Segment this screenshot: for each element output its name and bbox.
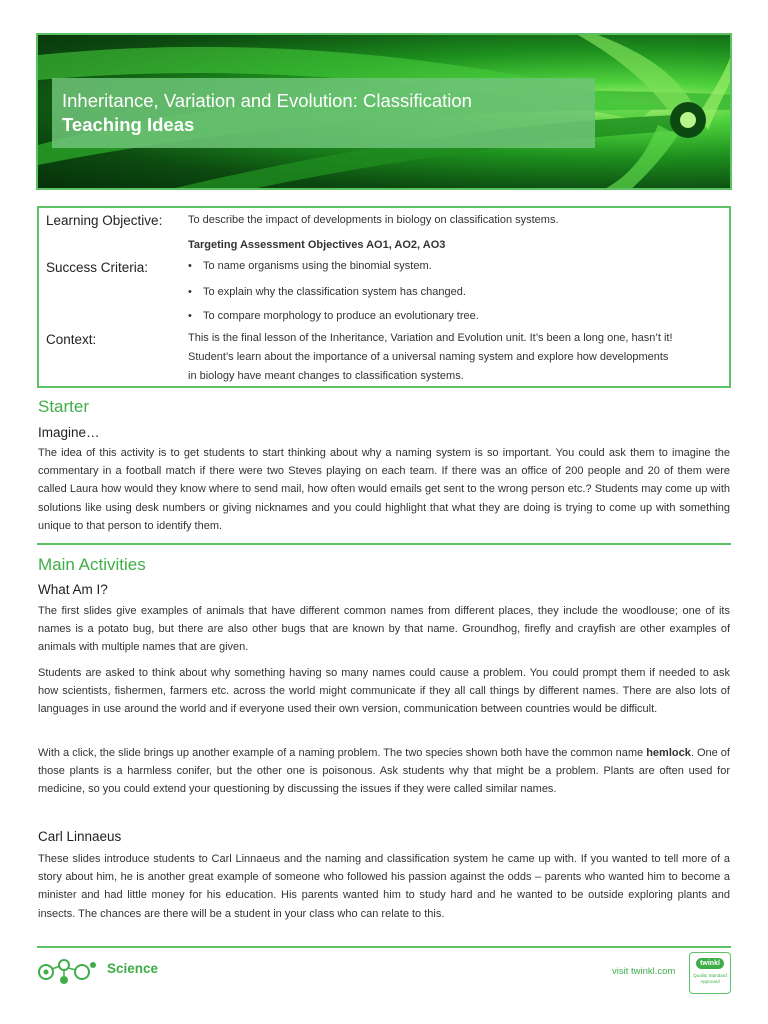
page-title: Inheritance, Variation and Evolution: Classification (62, 90, 472, 111)
linnaeus-paragraph: These slides introduce students to Carl Linnaeus and the naming and classification system he came up with. If you wanted to tell more of a story about him, he is another great example of someone who followed his passion against the odds – parents who wanted him to become a minister and had little money for his education. His parents wanted him to study hard and he wanted to be outside exploring plants and insects. The chances are there will be a student in your class who can relate to this. (38, 853, 730, 920)
learning-objective-text: To describe the impact of developments in biology on classification systems. (188, 214, 559, 226)
science-logo-icon (36, 955, 98, 994)
imagine-subheading: Imagine… (38, 425, 100, 440)
criteria-item: • To explain why the classification system has changed. (188, 286, 466, 298)
objectives-table (37, 206, 731, 388)
what-am-i-subheading: What Am I? (38, 582, 108, 597)
what-am-i-paragraph-3: With a click, the slide brings up another example of a naming problem. The two species shown both have the common name hemlock. One of those plants is a harmless conifer, but the other one is poisonous. Ask students why that might be a problem. Plants are often used for medicine, so you could extend your questioning by discussing the issues if they were called similar names. (38, 747, 730, 796)
section-divider (37, 543, 731, 545)
learning-objective-label: Learning Objective: (46, 213, 163, 228)
footer-subject: Science (107, 961, 159, 976)
footer-link[interactable]: visit twinkl.com (612, 966, 676, 977)
success-criteria-label: Success Criteria: (46, 260, 149, 275)
starter-paragraph: The idea of this activity is to get students to start thinking about why a naming system is so important. You could ask them to imagine the commentary in a football match if there were two Steves playing on each team. If there was an office of 200 people and 20 of them were called Laura how would they know where to send mail, how often would emails get sent to the wrong person etc.? Students may come up with solutions like using desk numbers or giving nicknames and you could highlight that what they are doing is trying to come up with something unique to that person to identify them. (38, 447, 730, 532)
context-label: Context: (46, 332, 97, 347)
what-am-i-paragraph-2: Students are asked to think about why something having so many names could cause a problem. You could prompt them if needed to ask how scientists, fishermen, farmers etc. across the world might communicate if they all call things by different names. There are also lots of languages in use around the world and if everyone used their own version, communication between countries would be difficult. (38, 667, 730, 716)
criteria-item: • To name organisms using the binomial system. (188, 260, 432, 272)
footer-divider (37, 946, 731, 948)
what-am-i-paragraph-1: The first slides give examples of animals that have different common names from different places, they include the woodlouse; one of its names is a potato bug, but there are also other bugs that are known by that name. Groundhog, firefly and crayfish are other examples of animals with multiple names that are given. (38, 605, 730, 654)
quality-badge (689, 952, 731, 994)
targeting-heading: Targeting Assessment Objectives AO1, AO2, AO3 (188, 239, 446, 251)
context-text: This is the final lesson of the Inheritance, Variation and Evolution unit. It’s been a long one, hasn’t it! Student’s learn about the importance of a universal naming system and explore how developments in biology have meant changes to classification systems. (188, 332, 673, 382)
starter-heading: Starter (38, 397, 90, 416)
criteria-item: • To compare morphology to produce an evolutionary tree. (188, 310, 479, 322)
title-box (52, 78, 595, 148)
badge-text: Quality Standard Approved (693, 973, 727, 984)
main-activities-heading: Main Activities (38, 555, 146, 574)
carl-linnaeus-subheading: Carl Linnaeus (38, 829, 122, 844)
twinkl-logo: twinkl (696, 958, 724, 969)
page-subtitle: Teaching Ideas (62, 114, 195, 135)
